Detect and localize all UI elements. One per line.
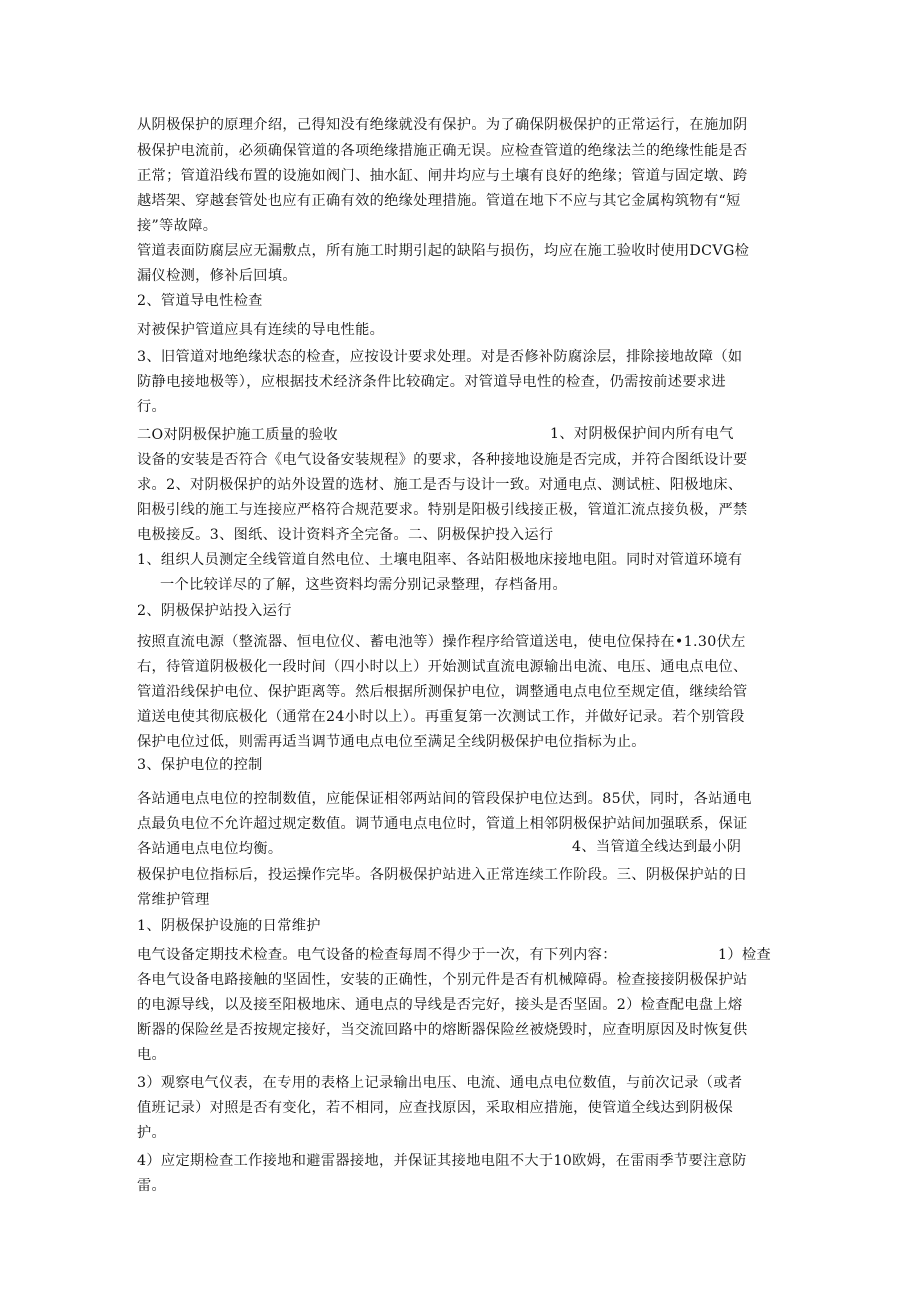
text-line: 护。 bbox=[137, 1125, 167, 1141]
text-line: 求。2、对阴极保护的站外设置的选材、施工是否与设计一致。对通电点、测试桩、阳极地床、 bbox=[137, 477, 743, 493]
text-line: 电。 bbox=[137, 1047, 167, 1063]
text-line: 4）应定期检查工作接地和避雷器接地，并保证其接地电阻不大于10欧姆，在雷雨季节要注意防 bbox=[137, 1153, 747, 1169]
text-line: 一个比较详尽的了解，这些资料均需分别记录整理，存档备用。 bbox=[160, 577, 568, 593]
text-line: 设备的安装是否符合《电气设备安装规程》的要求，各种接地设施是否完成，并符合图纸设计要 bbox=[137, 452, 748, 468]
text-line: 断器的保险丝是否按规定接好，当交流回路中的熔断器保险丝被烧毁时，应查明原因及时恢复供 bbox=[137, 1022, 748, 1038]
text-line: 电气设备定期技术检查。电气设备的检查每周不得少于一次，有下列内容： bbox=[137, 947, 617, 963]
text-line: 右，待管道阴极极化一段时间（四小时以上）开始测试直流电源输出电流、电压、通电点电位、 bbox=[137, 659, 748, 675]
text-line: 二O对阴极保护施工质量的验收 bbox=[137, 427, 338, 443]
section-heading: 3、保护电位的控制 bbox=[137, 757, 263, 773]
section-heading: 2、阴极保护站投入运行 bbox=[137, 603, 292, 619]
text-line: 雷。 bbox=[137, 1178, 167, 1194]
text-line: 各站通电点电位均衡。 bbox=[137, 841, 283, 857]
section-heading: 1、阴极保护设施的日常维护 bbox=[137, 918, 321, 934]
text-line: 点最负电位不允许超过规定数值。调节通电点电位时，管道上相邻阴极保护站间加强联系，保证 bbox=[137, 816, 748, 832]
text-line: 常维护管理 bbox=[137, 892, 210, 908]
text-line: 道送电使其彻底极化（通常在24小时以上）。再重复第一次测试工作，并做好记录。若个别管段 bbox=[137, 709, 745, 725]
text-line: 4、当管道全线达到最小阴 bbox=[572, 839, 742, 855]
text-line: 阳极引线的施工与连接应严格符合规范要求。特别是阳极引线接正极，管道汇流点接负极，严禁 bbox=[137, 502, 748, 518]
text-line: 越塔架、穿越套管处也应有正确有效的绝缘处理措施。管道在地下不应与其它金属构筑物有“短 bbox=[137, 193, 741, 209]
text-line: 3、旧管道对地绝缘状态的检查，应按设计要求处理。对是否修补防腐涂层，排除接地故障（如 bbox=[137, 349, 743, 365]
text-line: 1、组织人员测定全线管道自然电位、土壤电阻率、各站阳极地床接地电阻。同时对管道环境有 bbox=[137, 552, 743, 568]
text-line: 1）检查 bbox=[718, 947, 771, 963]
section-heading: 2、管道导电性检查 bbox=[137, 293, 263, 309]
text-line: 极保护电位指标后，投运操作完毕。各阴极保护站进入正常连续工作阶段。三、阴极保护站的日 bbox=[137, 867, 748, 883]
text-line: 的电源导线，以及接至阳极地床、通电点的导线是否完好，接头是否坚固。2）检查配电盘上熔 bbox=[137, 997, 743, 1013]
text-line: 各电气设备电路接触的坚固性，安装的正确性，个别元件是否有机械障碍。检查接接阴极保护站 bbox=[137, 972, 748, 988]
text-line: 正常；管道沿线布置的设施如阀门、抽水缸、闸井均应与土壤有良好的绝缘；管道与固定墩、跨 bbox=[137, 168, 748, 184]
text-line: 各站通电点电位的控制数值，应能保证相邻两站间的管段保护电位达到。85伏，同时，各站通电 bbox=[137, 791, 752, 807]
text-line: 行。 bbox=[137, 399, 167, 415]
text-line: 对被保护管道应具有连续的导电性能。 bbox=[137, 322, 385, 338]
text-line: 电极接反。3、图纸、设计资料齐全完备。二、阴极保护投入运行 bbox=[137, 527, 554, 543]
text-line: 保护电位过低，则需再适当调节通电点电位至满足全线阴极保护电位指标为止。 bbox=[137, 734, 646, 750]
text-line: 接”等故障。 bbox=[137, 218, 218, 234]
text-line: 1、对阴极保护间内所有电气 bbox=[550, 426, 734, 442]
text-line: 漏仪检测，修补后回填。 bbox=[137, 268, 297, 284]
text-line: 管道表面防腐层应无漏敷点，所有施工时期引起的缺陷与损伤，均应在施工验收时使用DCVG检 bbox=[137, 243, 750, 259]
text-line: 按照直流电源（整流器、恒电位仪、蓄电池等）操作程序给管道送电，使电位保持在•1.30伏左 bbox=[137, 634, 746, 650]
text-line: 从阴极保护的原理介绍，己得知没有绝缘就没有保护。为了确保阴极保护的正常运行，在施加阴 bbox=[137, 117, 748, 133]
text-line: 3）观察电气仪表，在专用的表格上记录输出电压、电流、通电点电位数值，与前次记录（或者 bbox=[137, 1075, 743, 1091]
text-line: 防静电接地极等），应根据技术经济条件比较确定。对管道导电性的检查，仍需按前述要求进 bbox=[137, 374, 726, 390]
text-line: 管道沿线保护电位、保护距离等。然后根据所测保护电位，调整通电点电位至规定值，继续给管 bbox=[137, 684, 748, 700]
text-line: 值班记录）对照是否有变化，若不相同，应查找原因，采取相应措施，使管道全线达到阴极保 bbox=[137, 1100, 734, 1116]
text-line: 极保护电流前，必须确保管道的各项绝缘措施正确无误。应检查管道的绝缘法兰的绝缘性能是否 bbox=[137, 143, 748, 159]
